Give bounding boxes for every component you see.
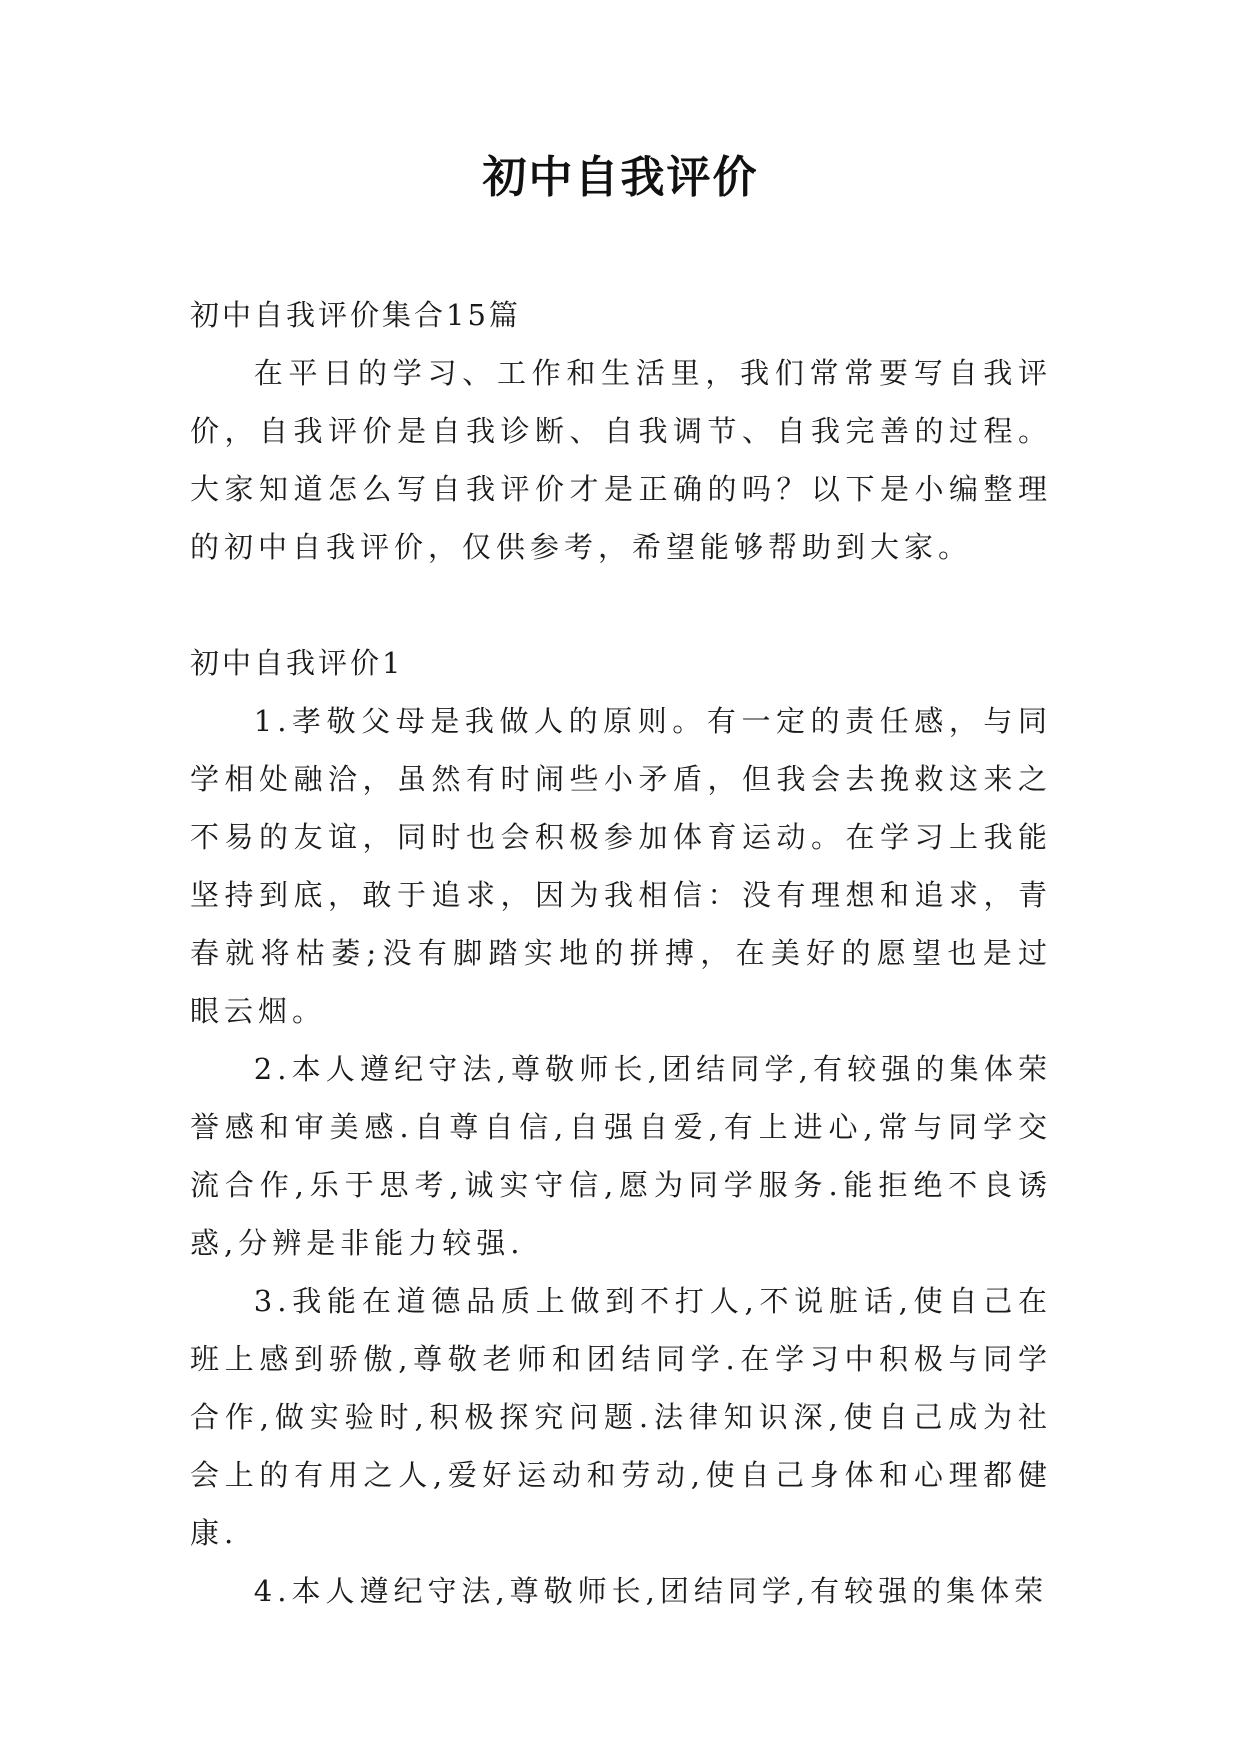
evaluation-item-2: 2.本人遵纪守法,尊敬师长,团结同学,有较强的集体荣誉感和审美感.自尊自信,自强自爱,有上进心,常与同学交流合作,乐于思考,诚实守信,愿为同学服务.能拒绝不良诱惑,分辨是非能力较强. xyxy=(190,1052,1052,1260)
evaluation-item-4: 4.本人遵纪守法,尊敬师长,团结同学,有较强的集体荣 xyxy=(253,1574,1049,1608)
evaluation-item-3: 3.我能在道德品质上做到不打人,不说脏话,使自己在班上感到骄傲,尊敬老师和团结同学.在学习中积极与同学合作,做实验时,积极探究问题.法律知识深,使自己成为社会上的有用之人,爱好运动和劳动,使自己身体和心理都健康. xyxy=(190,1284,1052,1550)
document-body xyxy=(190,286,1052,1620)
paragraph-spacer xyxy=(190,576,1052,634)
evaluation-item-1: 1.孝敬父母是我做人的原则。有一定的责任感，与同学相处融洽，虽然有时闹些小矛盾，但我会去挽救这来之不易的友谊，同时也会积极参加体育运动。在学习上我能坚持到底，敢于追求，因为我相信：没有理想和追求，青春就将枯萎;没有脚踏实地的拼搏，在美好的愿望也是过眼云烟。 xyxy=(190,704,1052,1028)
section-heading: 初中自我评价1 xyxy=(190,646,404,680)
intro-paragraph: 在平日的学习、工作和生活里，我们常常要写自我评价，自我评价是自我诊断、自我调节、自我完善的过程。大家知道怎么写自我评价才是正确的吗？以下是小编整理的初中自我评价，仅供参考，希望能够帮助到大家。 xyxy=(190,356,1052,564)
collection-subtitle: 初中自我评价集合15篇 xyxy=(190,298,521,332)
document-title: 初中自我评价 xyxy=(482,152,759,203)
